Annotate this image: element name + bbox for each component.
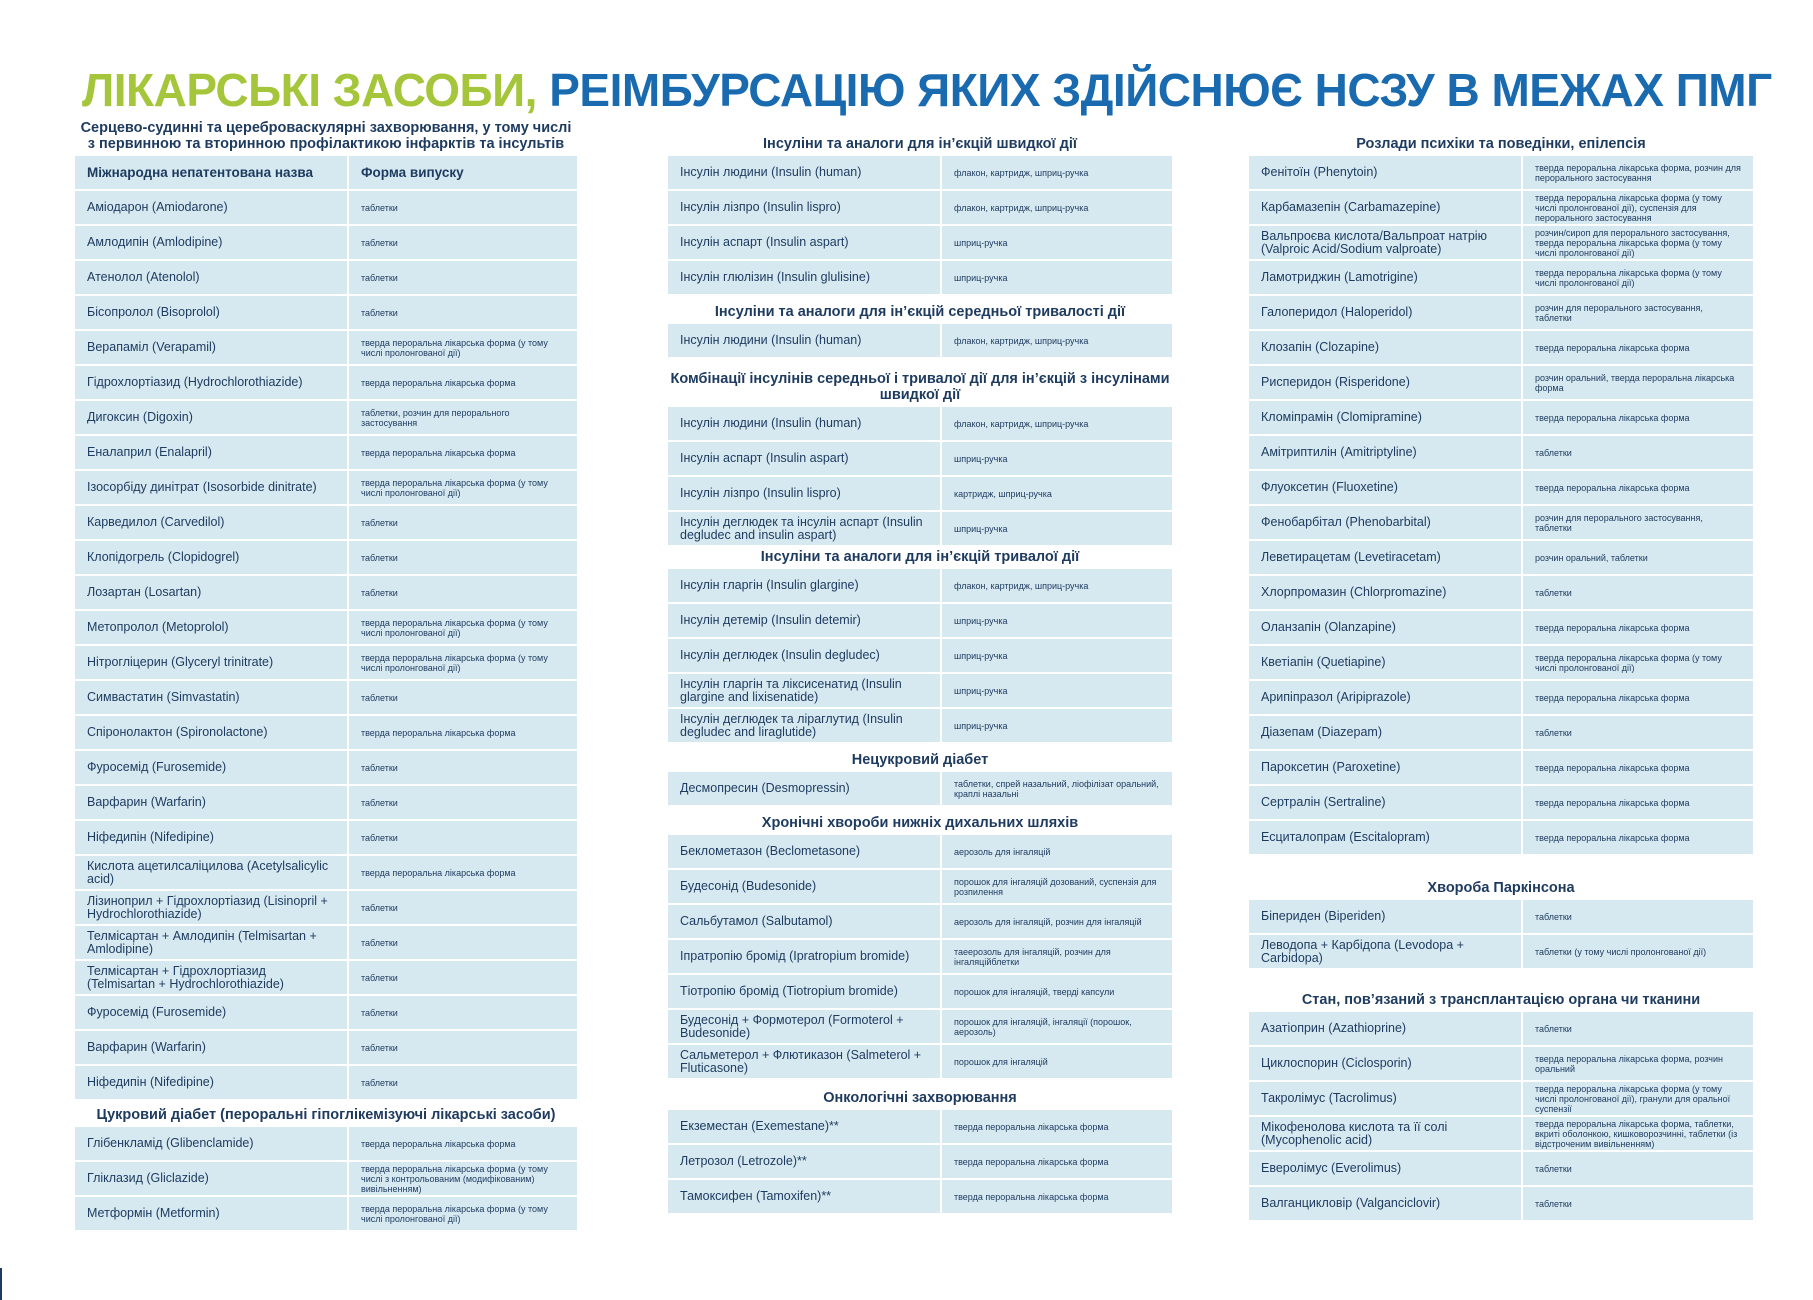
table-row <box>75 996 577 1029</box>
section-title-transplant: Стан, пов’язаний з трансплантацією органа чи тканини <box>1301 992 1701 1008</box>
drug-name: Симвастатин (Simvastatin) <box>75 681 347 714</box>
column-3 <box>1249 136 1753 1222</box>
drug-name: Лозартан (Losartan) <box>75 576 347 609</box>
drug-name: Лізиноприл + Гідрохлортіазид (Lisinopril + Hydrochlorothiazide) <box>75 891 347 924</box>
table-row <box>668 156 1172 189</box>
drug-name: Фуросемід (Furosemide) <box>75 751 347 784</box>
table-row <box>75 261 577 294</box>
drug-form: таблетки <box>1523 900 1753 933</box>
drug-name: Клозапін (Clozapine) <box>1249 331 1521 364</box>
table-row <box>1249 786 1753 819</box>
drug-form: таблетки <box>349 226 577 259</box>
drug-name: Біпериден (Biperiden) <box>1249 900 1521 933</box>
drug-form: таблетки <box>349 506 577 539</box>
drug-name: Варфарин (Warfarin) <box>75 1031 347 1064</box>
drug-form: тверда пероральна лікарська форма <box>942 1145 1172 1178</box>
drug-name: Кветіапін (Quetiapine) <box>1249 646 1521 679</box>
drug-form: тверда пероральна лікарська форма (у тому числі пролонгованої дії), суспензія для перорального застосування <box>1523 191 1753 224</box>
table-row <box>668 905 1172 938</box>
table-row <box>1249 751 1753 784</box>
section-title-insulin-combo: Комбінації інсулінів середньої і тривалої дії для ін’єкцій з інсулінами швидкої дії <box>670 371 1170 403</box>
section-title-diabetes-insipidus: Нецукровий діабет <box>851 752 989 768</box>
drug-form: тверда пероральна лікарська форма <box>1523 786 1753 819</box>
table-row <box>1249 471 1753 504</box>
table-row <box>75 611 577 644</box>
drug-name: Леводопа + Карбідопа (Levodopa + Carbidopa) <box>1249 935 1521 968</box>
table-row <box>1249 296 1753 329</box>
table-oncology <box>668 1110 1172 1213</box>
column-2 <box>668 136 1172 1215</box>
drug-form: таблетки <box>349 541 577 574</box>
drug-form: тверда пероральна лікарська форма, розчин оральний <box>1523 1047 1753 1080</box>
table-row <box>1249 541 1753 574</box>
section-title-oncology: Онкологічні захворювання <box>823 1090 1017 1106</box>
table-row <box>75 1127 577 1160</box>
drug-form: таблетки <box>349 261 577 294</box>
drug-name: Кломіпрамін (Clomipramine) <box>1249 401 1521 434</box>
drug-form: тверда пероральна лікарська форма <box>349 716 577 749</box>
drug-name: Ламотриджин (Lamotrigine) <box>1249 261 1521 294</box>
table-row <box>75 786 577 819</box>
drug-name: Телмісартан + Амлодипін (Telmisartan + Amlodipine) <box>75 926 347 959</box>
table-transplant <box>1249 1012 1753 1220</box>
table-row <box>75 891 577 924</box>
drug-form: аерозоль для інгаляцій <box>942 835 1172 868</box>
table-row <box>75 576 577 609</box>
table-row <box>668 1110 1172 1143</box>
table-row <box>668 772 1172 805</box>
page-edge-mark <box>0 1268 2 1300</box>
drug-form: тверда пероральна лікарська форма (у тому числі пролонгованої дії) <box>349 331 577 364</box>
table-row <box>1249 1187 1753 1220</box>
drug-form: тверда пероральна лікарська форма (у тому числі пролонгованої дії) <box>349 1197 577 1230</box>
drug-name: Будесонід + Формотерол (Formoterol + Budesonide) <box>668 1010 940 1043</box>
drug-form: таблетки <box>1523 436 1753 469</box>
drug-form: таблетки <box>349 891 577 924</box>
drug-name: Спіронолактон (Spironolactone) <box>75 716 347 749</box>
drug-name: Нітрогліцерин (Glyceryl trinitrate) <box>75 646 347 679</box>
section-title-psychiatry: Розлади психіки та поведінки, епілепсія <box>1356 136 1646 152</box>
drug-form: тверда пероральна лікарська форма <box>942 1110 1172 1143</box>
drug-form: картридж, шприц-ручка <box>942 477 1172 510</box>
table-row <box>75 716 577 749</box>
section-title-cardiovascular: Серцево-судинні та цереброваскулярні захворювання, у тому числі з первинною та вторинною профілактикою інфарктів та інсультів <box>80 120 572 152</box>
drug-name: Циклоспорин (Ciclosporin) <box>1249 1047 1521 1080</box>
drug-form: таблетки <box>1523 716 1753 749</box>
table-insulin-combo <box>668 407 1172 545</box>
table-row <box>668 1145 1172 1178</box>
table-row <box>668 940 1172 973</box>
drug-name: Інсулін людини (Insulin (human) <box>668 156 940 189</box>
table-psychiatry <box>1249 156 1753 854</box>
table-row <box>75 1031 577 1064</box>
table-row <box>1249 681 1753 714</box>
table-row <box>1249 1012 1753 1045</box>
table-row <box>75 366 577 399</box>
drug-form: тверда пероральна лікарська форма <box>349 1127 577 1160</box>
drug-name: Галоперидол (Haloperidol) <box>1249 296 1521 329</box>
drug-name: Інсулін гларгін (Insulin glargine) <box>668 569 940 602</box>
drug-name: Атенолол (Atenolol) <box>75 261 347 294</box>
table-row <box>668 1045 1172 1078</box>
table-row <box>75 436 577 469</box>
header-form: Форма випуску <box>349 156 577 189</box>
drug-name: Хлорпромазин (Chlorpromazine) <box>1249 576 1521 609</box>
table-row <box>1249 1117 1753 1150</box>
table-row <box>1249 1047 1753 1080</box>
table-row <box>75 821 577 854</box>
title-highlight: ЛІКАРСЬКІ ЗАСОБИ, <box>82 64 537 116</box>
table-row <box>1249 576 1753 609</box>
drug-form: таблетки <box>349 1066 577 1099</box>
drug-name: Бісопролол (Bisoprolol) <box>75 296 347 329</box>
table-row <box>1249 1152 1753 1185</box>
table-row <box>75 331 577 364</box>
drug-name: Тіотропію бромід (Tiotropium bromide) <box>668 975 940 1008</box>
drug-name: Інсулін людини (Insulin (human) <box>668 324 940 357</box>
table-row <box>75 646 577 679</box>
section-title-insulin-fast: Інсуліни та аналоги для ін’єкцій швидкої дії <box>763 136 1077 152</box>
drug-form: шприц-ручка <box>942 226 1172 259</box>
drug-form: флакон, картридж, шприц-ручка <box>942 569 1172 602</box>
drug-name: Беклометазон (Beclometasone) <box>668 835 940 868</box>
drug-form: тверда пероральна лікарська форма (у тому числі пролонгованої дії) <box>1523 646 1753 679</box>
drug-form: порошок для інгаляцій, тверді капсули <box>942 975 1172 1008</box>
drug-form: таблетки <box>349 821 577 854</box>
table-row <box>668 1180 1172 1213</box>
drug-name: Діазепам (Diazepam) <box>1249 716 1521 749</box>
drug-form: флакон, картридж, шприц-ручка <box>942 191 1172 224</box>
drug-form: тверда пероральна лікарська форма (у тому числі пролонгованої дії) <box>349 611 577 644</box>
drug-form: тверда пероральна лікарська форма <box>349 366 577 399</box>
drug-form: шприц-ручка <box>942 261 1172 294</box>
table-row <box>668 407 1172 440</box>
table-row <box>1249 935 1753 968</box>
drug-name: Валганцикловір (Valganciclovir) <box>1249 1187 1521 1220</box>
section-title-diabetes: Цукровий діабет (пероральні гіпоглікемізуючі лікарські засоби) <box>96 1107 556 1123</box>
table-row <box>1249 226 1753 259</box>
drug-form: тверда пероральна лікарська форма <box>1523 471 1753 504</box>
drug-name: Десмопресин (Desmopressin) <box>668 772 940 805</box>
drug-name: Глібенкламід (Glibenclamide) <box>75 1127 347 1160</box>
drug-name: Аміодарон (Amiodarone) <box>75 191 347 224</box>
table-row <box>1249 191 1753 224</box>
drug-name: Фенітоїн (Phenytoin) <box>1249 156 1521 189</box>
drug-name: Екземестан (Exemestane)** <box>668 1110 940 1143</box>
drug-form: тверда пероральна лікарська форма <box>1523 611 1753 644</box>
section-title-parkinson: Хвороба Паркінсона <box>1427 880 1575 896</box>
table-cardiovascular <box>75 156 577 1099</box>
drug-name: Верапаміл (Verapamil) <box>75 331 347 364</box>
drug-name: Сальметерол + Флютиказон (Salmeterol + Fluticasone) <box>668 1045 940 1078</box>
table-insulin-long <box>668 569 1172 742</box>
table-insulin-fast <box>668 156 1172 294</box>
drug-form: таблетки <box>349 961 577 994</box>
drug-name: Фуросемід (Furosemide) <box>75 996 347 1029</box>
page-title <box>82 64 1772 116</box>
drug-form: таблетки (у тому числі пролонгованої дії) <box>1523 935 1753 968</box>
drug-form: тверда пероральна лікарська форма, розчин для перорального застосування <box>1523 156 1753 189</box>
drug-name: Сертралін (Sertraline) <box>1249 786 1521 819</box>
table-row <box>1249 900 1753 933</box>
drug-form: розчин оральний, тверда пероральна лікарська форма <box>1523 366 1753 399</box>
drug-name: Інсулін лізпро (Insulin lispro) <box>668 191 940 224</box>
drug-name: Карведилол (Carvedilol) <box>75 506 347 539</box>
drug-form: таблетки <box>1523 1152 1753 1185</box>
drug-name: Еверолімус (Everolimus) <box>1249 1152 1521 1185</box>
table-row <box>668 604 1172 637</box>
table-row <box>1249 436 1753 469</box>
table-row <box>1249 261 1753 294</box>
title-main: РЕІМБУРСАЦІЮ ЯКИХ ЗДІЙСНЮЄ НСЗУ В МЕЖАХ ПМГ <box>536 64 1772 116</box>
drug-form: тверда пероральна лікарська форма, таблетки, вкриті оболонкою, кишковорозчинні, таблетки (із відстроченим вивільненням) <box>1523 1117 1753 1150</box>
drug-form: тверда пероральна лікарська форма <box>349 436 577 469</box>
table-row <box>1249 716 1753 749</box>
drug-name: Пароксетин (Paroxetine) <box>1249 751 1521 784</box>
drug-form: таблетки <box>349 786 577 819</box>
drug-form: таблетки <box>349 926 577 959</box>
drug-name: Варфарин (Warfarin) <box>75 786 347 819</box>
drug-name: Інсулін деглюдек та інсулін аспарт (Insulin degludec and insulin aspart) <box>668 512 940 545</box>
table-row <box>75 926 577 959</box>
drug-name: Інсулін аспарт (Insulin aspart) <box>668 226 940 259</box>
drug-form: аерозоль для інгаляцій, розчин для інгаляцій <box>942 905 1172 938</box>
table-row <box>668 512 1172 545</box>
drug-form: тверда пероральна лікарська форма (у тому числі з контрольованим (модифікованим) вивільненням) <box>349 1162 577 1195</box>
table-row <box>75 471 577 504</box>
table-row <box>75 191 577 224</box>
table-row <box>668 226 1172 259</box>
table-row <box>668 975 1172 1008</box>
drug-form: порошок для інгаляцій <box>942 1045 1172 1078</box>
table-parkinson <box>1249 900 1753 968</box>
drug-form: таблетки <box>349 996 577 1029</box>
drug-name: Клопідогрель (Clopidogrel) <box>75 541 347 574</box>
drug-name: Сальбутамол (Salbutamol) <box>668 905 940 938</box>
table-row <box>1249 506 1753 539</box>
drug-form: таблетки <box>349 1031 577 1064</box>
drug-name: Інсулін глюлізин (Insulin glulisine) <box>668 261 940 294</box>
table-row <box>1249 156 1753 189</box>
table-row <box>75 1066 577 1099</box>
drug-form: тверда пероральна лікарська форма <box>942 1180 1172 1213</box>
table-row <box>668 477 1172 510</box>
drug-name: Інсулін деглюдек (Insulin degludec) <box>668 639 940 672</box>
drug-name: Інсулін аспарт (Insulin aspart) <box>668 442 940 475</box>
table-row <box>75 961 577 994</box>
table-row <box>1249 401 1753 434</box>
drug-name: Есциталопрам (Escitalopram) <box>1249 821 1521 854</box>
table-insulin-medium <box>668 324 1172 357</box>
table-row <box>1249 821 1753 854</box>
drug-name: Летрозол (Letrozole)** <box>668 1145 940 1178</box>
table-row <box>668 674 1172 707</box>
drug-form: таблетки <box>349 751 577 784</box>
drug-form: розчин для перорального застосування, таблетки <box>1523 506 1753 539</box>
drug-form: тверда пероральна лікарська форма (у тому числі пролонгованої дії) <box>349 471 577 504</box>
drug-name: Гідрохлортіазид (Hydrochlorothiazide) <box>75 366 347 399</box>
table-row <box>75 1162 577 1195</box>
drug-name: Метформін (Metformin) <box>75 1197 347 1230</box>
table-row <box>1249 611 1753 644</box>
drug-form: порошок для інгаляцій дозований, суспензія для розпилення <box>942 870 1172 903</box>
drug-name: Рисперидон (Risperidone) <box>1249 366 1521 399</box>
table-row <box>668 261 1172 294</box>
drug-name: Інсулін детемір (Insulin detemir) <box>668 604 940 637</box>
table-row <box>75 226 577 259</box>
drug-form: тверда пероральна лікарська форма (у тому числі пролонгованої дії), гранули для оральної суспензії <box>1523 1082 1753 1115</box>
drug-name: Іпратропію бромід (Ipratropium bromide) <box>668 940 940 973</box>
table-row <box>668 191 1172 224</box>
table-header <box>75 156 577 189</box>
header-inn: Міжнародна непатентована назва <box>75 156 347 189</box>
drug-name: Арипіпразол (Aripiprazole) <box>1249 681 1521 714</box>
drug-form: таблетки <box>349 296 577 329</box>
table-diabetes <box>75 1127 577 1230</box>
drug-form: шприц-ручка <box>942 512 1172 545</box>
drug-name: Телмісартан + Гідрохлортіазид (Telmisartan + Hydrochlorothiazide) <box>75 961 347 994</box>
table-diabetes-insipidus <box>668 772 1172 805</box>
drug-form: таблетки, розчин для перорального застосування <box>349 401 577 434</box>
drug-form: таблетки <box>1523 576 1753 609</box>
drug-name: Такролімус (Tacrolimus) <box>1249 1082 1521 1115</box>
table-row <box>668 835 1172 868</box>
drug-name: Леветирацетам (Levetiracetam) <box>1249 541 1521 574</box>
table-row <box>75 751 577 784</box>
section-title-respiratory: Хронічні хвороби нижніх дихальних шляхів <box>761 815 1079 831</box>
section-title-insulin-long: Інсуліни та аналоги для ін’єкцій тривалої дії <box>760 549 1080 565</box>
drug-name: Ніфедипін (Nifedipine) <box>75 821 347 854</box>
drug-form: шприц-ручка <box>942 674 1172 707</box>
drug-form: таблетки <box>349 191 577 224</box>
drug-form: шприц-ручка <box>942 709 1172 742</box>
drug-form: таблетки <box>1523 1012 1753 1045</box>
drug-form: таблетки <box>349 681 577 714</box>
drug-name: Ізосорбіду динітрат (Isosorbide dinitrate) <box>75 471 347 504</box>
drug-name: Кислота ацетилсаліцилова (Acetylsalicylic acid) <box>75 856 347 889</box>
drug-form: тверда пероральна лікарська форма <box>1523 751 1753 784</box>
column-1 <box>75 120 577 1232</box>
drug-form: розчин/сироп для перорального застосування, тверда пероральна лікарська форма (у тому числі пролонгованої дії) <box>1523 226 1753 259</box>
drug-name: Мікофенолова кислота та її солі (Mycophenolic acid) <box>1249 1117 1521 1150</box>
drug-form: тверда пероральна лікарська форма (у тому числі пролонгованої дії) <box>1523 261 1753 294</box>
table-row <box>668 1010 1172 1043</box>
table-row <box>668 639 1172 672</box>
table-row <box>75 856 577 889</box>
table-row <box>668 442 1172 475</box>
drug-name: Інсулін людини (Insulin (human) <box>668 407 940 440</box>
drug-name: Метопролол (Metoprolol) <box>75 611 347 644</box>
drug-form: флакон, картридж, шприц-ручка <box>942 324 1172 357</box>
drug-name: Карбамазепін (Carbamazepine) <box>1249 191 1521 224</box>
table-row <box>1249 646 1753 679</box>
drug-form: шприц-ручка <box>942 639 1172 672</box>
drug-name: Амлодипін (Amlodipine) <box>75 226 347 259</box>
table-row <box>1249 1082 1753 1115</box>
table-row <box>75 681 577 714</box>
drug-form: тверда пероральна лікарська форма <box>349 856 577 889</box>
table-row <box>75 401 577 434</box>
table-row <box>668 870 1172 903</box>
drug-form: тверда пероральна лікарська форма <box>1523 331 1753 364</box>
drug-form: флакон, картридж, шприц-ручка <box>942 407 1172 440</box>
drug-name: Гліклазид (Gliclazide) <box>75 1162 347 1195</box>
drug-name: Азатіоприн (Azathioprine) <box>1249 1012 1521 1045</box>
drug-form: розчин оральний, таблетки <box>1523 541 1753 574</box>
table-row <box>75 1197 577 1230</box>
section-title-insulin-medium: Інсуліни та аналоги для ін’єкцій середньої тривалості дії <box>714 304 1126 320</box>
drug-name: Вальпроєва кислота/Вальпроат натрію (Valproic Acid/Sodium valproate) <box>1249 226 1521 259</box>
drug-name: Будесонід (Budesonide) <box>668 870 940 903</box>
drug-form: тверда пероральна лікарська форма <box>1523 401 1753 434</box>
table-row <box>75 296 577 329</box>
drug-form: тверда пероральна лікарська форма <box>1523 821 1753 854</box>
drug-form: таблетки <box>349 576 577 609</box>
drug-name: Тамоксифен (Tamoxifen)** <box>668 1180 940 1213</box>
drug-form: флакон, картридж, шприц-ручка <box>942 156 1172 189</box>
drug-name: Дигоксин (Digoxin) <box>75 401 347 434</box>
drug-form: таблетки <box>1523 1187 1753 1220</box>
drug-form: порошок для інгаляцій, інгаляції (порошок, аерозоль) <box>942 1010 1172 1043</box>
table-row <box>75 541 577 574</box>
drug-form: таеерозоль для інгаляцій, розчин для інгаляційблетки <box>942 940 1172 973</box>
table-row <box>668 324 1172 357</box>
drug-name: Фенобарбітал (Phenobarbital) <box>1249 506 1521 539</box>
drug-name: Флуоксетин (Fluoxetine) <box>1249 471 1521 504</box>
table-row <box>75 506 577 539</box>
drug-name: Інсулін гларгін та ліксисенатид (Insulin glargine and lixisenatide) <box>668 674 940 707</box>
table-row <box>668 569 1172 602</box>
drug-name: Інсулін деглюдек та ліраглутид (Insulin degludec and liraglutide) <box>668 709 940 742</box>
drug-form: розчин для перорального застосування, таблетки <box>1523 296 1753 329</box>
drug-form: таблетки, спрей назальний, ліофілізат оральний, краплі назальні <box>942 772 1172 805</box>
drug-form: тверда пероральна лікарська форма (у тому числі пролонгованої дії) <box>349 646 577 679</box>
drug-name: Еналаприл (Enalapril) <box>75 436 347 469</box>
drug-name: Ніфедипін (Nifedipine) <box>75 1066 347 1099</box>
drug-form: тверда пероральна лікарська форма <box>1523 681 1753 714</box>
table-respiratory <box>668 835 1172 1078</box>
table-row <box>1249 366 1753 399</box>
drug-name: Оланзапін (Olanzapine) <box>1249 611 1521 644</box>
table-row <box>1249 331 1753 364</box>
drug-form: шприц-ручка <box>942 604 1172 637</box>
drug-name: Інсулін лізпро (Insulin lispro) <box>668 477 940 510</box>
drug-name: Амітриптилін (Amitriptyline) <box>1249 436 1521 469</box>
table-row <box>668 709 1172 742</box>
drug-form: шприц-ручка <box>942 442 1172 475</box>
